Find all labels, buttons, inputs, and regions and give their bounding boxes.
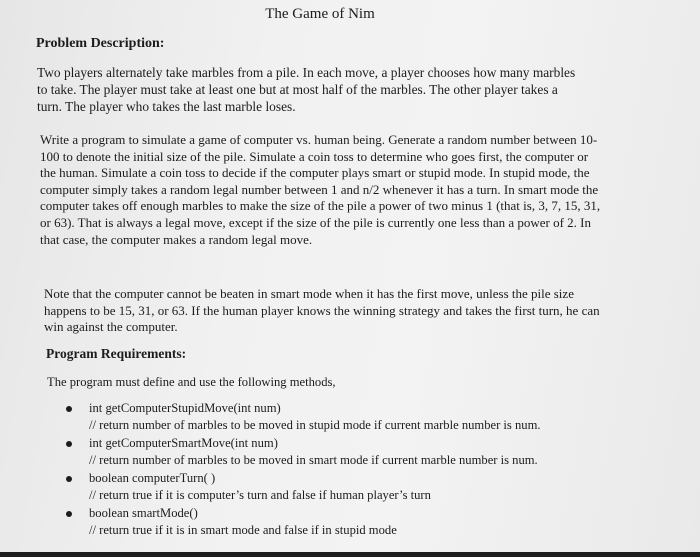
program-requirements-heading: Program Requirements: bbox=[46, 346, 187, 361]
method-comment: // return true if it is in smart mode and false if in stupid mode bbox=[89, 523, 397, 537]
method-signature: boolean computerTurn( ) bbox=[89, 471, 216, 485]
method-comment: // return number of marbles to be moved in stupid mode if current marble number is num. bbox=[89, 418, 541, 432]
method-signature: int getComputerStupidMove(int num) bbox=[89, 401, 281, 415]
paragraph-program: Write a program to simulate a game of computer vs. human being. Generate a random number between 10-100 to denote the initial size of the pile. Simulate a coin toss to determine who goes first, the computer or the human. Simulate a coin toss to decide if the computer plays smart or stupid mode. In stupid mode, the computer simply takes a random legal number between 1 and n/2 whenever it has a turn. In smart mode the computer takes off enough marbles to make the size of the pile a power of two minus 1 (that is, 3, 7, 15, 31, or 63). That is always a legal move, except if the size of the pile is currently one less than a power of 2. In that case, the computer makes a random legal move. bbox=[40, 132, 601, 247]
bullet-icon bbox=[66, 511, 72, 517]
problem-description-heading: Problem Description: bbox=[36, 36, 165, 51]
list-item bbox=[62, 400, 662, 434]
method-comment: // return true if it is computer’s turn and false if human player’s turn bbox=[89, 488, 431, 502]
list-item bbox=[62, 435, 662, 469]
method-signature: int getComputerSmartMove(int num) bbox=[89, 436, 278, 450]
bullet-icon bbox=[66, 441, 72, 447]
page-title: The Game of Nim bbox=[265, 6, 375, 22]
method-comment: // return number of marbles to be moved in smart mode if current marble number is num. bbox=[89, 453, 538, 467]
paragraph-note: Note that the computer cannot be beaten in smart mode when it has the first move, unless the pile size happens to be 15, 31, or 63. If the human player knows the winning strategy and takes the first turn, he can win against the computer. bbox=[44, 286, 600, 335]
list-item bbox=[62, 505, 662, 539]
methods-list bbox=[62, 400, 662, 540]
bullet-icon bbox=[66, 406, 72, 412]
requirements-intro: The program must define and use the following methods, bbox=[47, 375, 336, 389]
bottom-edge bbox=[0, 552, 700, 557]
paragraph-rules: Two players alternately take marbles from a pile. In each move, a player chooses how many marbles to take. The player must take at least one but at most half of the marbles. The other player takes a turn. The player who takes the last marble loses. bbox=[37, 65, 576, 115]
method-signature: boolean smartMode() bbox=[89, 506, 198, 520]
bullet-icon bbox=[66, 476, 72, 482]
list-item bbox=[62, 470, 662, 504]
